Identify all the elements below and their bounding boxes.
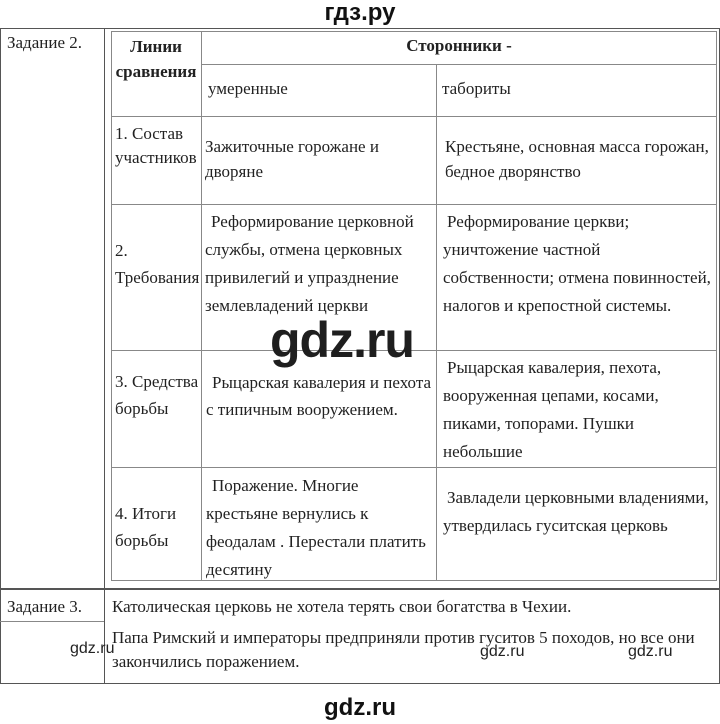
subheader-taborites: табориты xyxy=(442,79,511,98)
row4-taborites: Завладели церковными владениями, утвердилась гуситская церковь xyxy=(443,488,709,535)
frame-bottom xyxy=(0,683,720,684)
col-header-criteria: Линии сравнения xyxy=(115,37,197,81)
table-header-subdivider xyxy=(202,64,716,65)
frame-left xyxy=(0,28,1,684)
frame-label-divider xyxy=(104,28,105,684)
row2-criterion: 2. Требования xyxy=(115,241,199,287)
table-row-divider-1 xyxy=(111,116,716,117)
row1-moderate: Зажиточные горожане и дворяне xyxy=(205,137,379,181)
watermark-small-left: gdz.ru xyxy=(70,640,115,657)
table-col-divider-1 xyxy=(201,31,202,580)
watermark-center: gdz.ru xyxy=(270,312,414,368)
table-col-divider-2 xyxy=(436,64,437,580)
frame-section-divider xyxy=(0,588,720,590)
task3-divider xyxy=(0,621,104,622)
table-row-divider-4 xyxy=(111,467,716,468)
subheader-moderate: умеренные xyxy=(208,79,288,98)
table-row-divider-2 xyxy=(111,204,716,205)
row4-criterion: 4. Итоги борьбы xyxy=(115,504,177,550)
row3-moderate: Рыцарская кавалерия и пехота с типичным вооружением. xyxy=(206,373,431,419)
row4-moderate: Поражение. Многие крестьяне вернулись к феодалам . Перестали платить десятину xyxy=(206,476,426,579)
row1-criterion: 1. Состав участников xyxy=(115,124,197,167)
task2-label: Задание 2. xyxy=(7,33,82,52)
watermark-small-right: gdz.ru xyxy=(628,643,673,660)
site-header: гдз.ру xyxy=(324,0,396,26)
task3-line1: Католическая церковь не хотела терять свои богатства в Чехии. xyxy=(112,597,572,616)
col-header-supporters: Сторонники - xyxy=(406,36,512,55)
task3-label: Задание 3. xyxy=(7,597,82,616)
row3-taborites: Рыцарская кавалерия, пехота, вооруженная цепами, косами, пиками, топорами. Пушки небольшие xyxy=(443,358,662,461)
watermark-small-mid: gdz.ru xyxy=(480,643,525,660)
row2-moderate: Реформирование церковной службы, отмена церковных привилегий и упразднение землевладений церкви xyxy=(205,212,414,315)
row1-taborites: Крестьяне, основная масса горожан, бедное дворянство xyxy=(445,137,709,181)
row2-taborites: Реформирование церкви; уничтожение частной собственности; отмена повинностей, налогов и крепостной системы. xyxy=(443,212,711,315)
frame-top xyxy=(0,28,720,29)
row3-criterion: 3. Средства борьбы xyxy=(115,372,199,418)
task3-line2: Папа Римский и императоры предприняли против гуситов 5 походов, но все они закончились поражением. xyxy=(112,628,695,671)
site-footer: gdz.ru xyxy=(324,694,396,721)
